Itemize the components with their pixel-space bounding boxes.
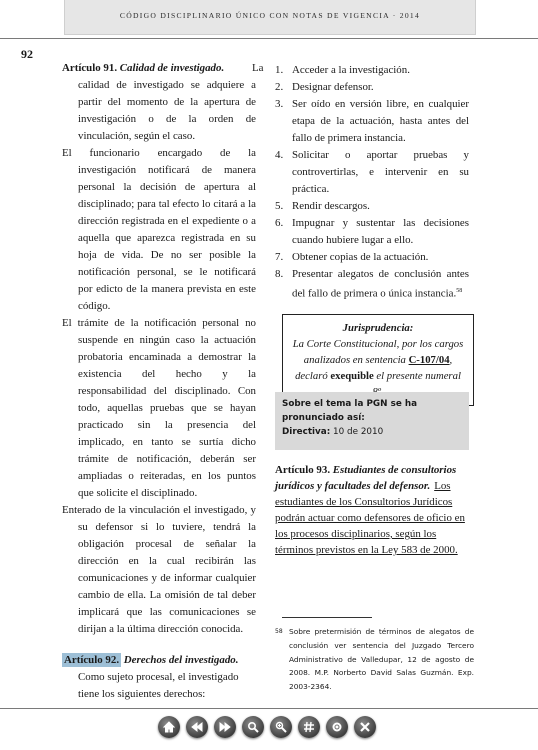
home-icon (163, 721, 175, 733)
list-item: 3. Ser oído en versión libre, en cualquier etapa de la actuación, hasta antes del fallo de primera instancia. (275, 98, 469, 144)
navigation-toolbar (158, 716, 376, 744)
article-92-title: Derechos del investigado. (123, 654, 239, 666)
article-91-label: Artículo 91. (62, 62, 118, 74)
rewind-icon (191, 721, 203, 733)
right-column (275, 62, 469, 303)
go-to-page-button[interactable] (298, 716, 320, 738)
article-93-text[interactable]: Los estudiantes de los Consultorios Jurídicos podrán actuar como defensores de oficio en los procesos disciplinarios, según los términos previstos en la Ley 583 de 2000. (275, 480, 465, 556)
zoom-button[interactable] (270, 716, 292, 738)
list-item: 6. Impugnar y sustentar las decisiones cuando hubiere lugar a ello. (275, 217, 469, 246)
close-button[interactable] (354, 716, 376, 738)
footnote-divider (282, 617, 372, 618)
hash-icon (303, 721, 315, 733)
article-91-paragraph-3: Enterado de la vinculación el investigado, y su defensor si lo tuviere, tendrá la obligación procesal de señalar la dirección en la cual recibirán las comunicaciones y de informar cualquier cambio de ella. La omisión de tal deber implicará que las comunicaciones se dirijan a la última dirección conocida. (62, 504, 256, 635)
list-item: 2. Designar defensor. (275, 81, 374, 93)
list-item: 7. Obtener copias de la actuación. (275, 251, 429, 263)
page-header (64, 0, 476, 35)
list-item: 4. Solicitar o aportar pruebas y controvertirlas, e intervenir en su práctica. (275, 149, 469, 195)
article-91-paragraph-1: El funcionario encargado de la investigación notificará de manera personal la decisión de apertura al disciplinado; para tal efecto lo citará a la dirección registrada en el expediente o a aquella que aparezca registrada en su hoja de vida. De no ser posible la notificación personal, se le notificará por edicto de la manera prevista en este código. (62, 147, 256, 312)
jurisprudence-title: Jurisprudencia: (342, 322, 414, 334)
directive-label: Directiva: (282, 427, 331, 437)
article-93-title: Estudiantes de consultorios jurídicos y facultades del defensor. (275, 464, 457, 492)
previous-page-button[interactable] (186, 716, 208, 738)
sentence-link[interactable]: C-107/04 (408, 354, 450, 366)
list-item: 8. Presentar alegatos de conclusión antes del fallo de primera o única instancia.$^{58}$ (275, 268, 469, 300)
article-93-label: Artículo 93. (275, 464, 331, 476)
article-92 (62, 652, 256, 703)
article-92-text: Como sujeto procesal, el investigado tiene los siguientes derechos: (78, 671, 239, 700)
search-button[interactable] (242, 716, 264, 738)
jurisprudence-text: La Corte Constitucional, por los cargos analizados en sentencia C-107/04, declaró exequible el presente numeral (292, 338, 464, 382)
zoom-icon (275, 721, 287, 733)
footnote-text: Sobre pretermisión de términos de alegatos de conclusión ver sentencia del Juzgado Tercero Administrativo de Valledupar, 12 de agosto de 2008. M.P. Norberto David Salas Guzmán. Exp. 2003-2364. (289, 627, 474, 692)
article-91-paragraph-2: El trámite de la notificación personal no suspende en ningún caso la actuación probatoria encaminada a demostrar la existencia del hecho y la responsabilidad del disciplinado. Con todo, aquellas pruebas que se hayan practicado sin la presencia del implicado, en tanto se surtía dicho trámite de notificación, deberán ser ampliadas o reiteradas, en los puntos que solicite el disciplinado. (62, 317, 256, 499)
rights-list (275, 62, 469, 303)
header-rule (0, 38, 538, 39)
article-91 (62, 60, 264, 145)
footnote (275, 625, 474, 694)
pgn-box: Sobre el tema la PGN se ha pronunciado así: Directiva: 10 de 2010 (275, 392, 469, 450)
article-92-label: Artículo 92. (64, 654, 120, 666)
list-item: 5. Rendir descargos. (275, 200, 370, 212)
article-91-first-text: La calidad de investigado se adquiere a partir del momento de la apertura de investigación o de la orden de vinculación, según el caso. (78, 62, 264, 142)
footnote-marker: 58 (275, 628, 283, 635)
article-91-title: Calidad de investigado. (119, 62, 225, 74)
close-icon (359, 721, 371, 733)
directive-value: 10 de 2010 (333, 427, 384, 437)
article-93 (275, 462, 473, 558)
footnote-reference[interactable]: 58 (456, 288, 463, 294)
home-button[interactable] (158, 716, 180, 738)
footer-rule (0, 708, 538, 709)
gear-icon (331, 721, 343, 733)
next-page-button[interactable] (214, 716, 236, 738)
header-title: CÓDIGO DISCIPLINARIO ÚNICO CON NOTAS DE VIGENCIA · 2014 (119, 11, 421, 20)
left-column (62, 60, 264, 703)
list-item: 1. Acceder a la investigación. (275, 64, 410, 76)
settings-button[interactable] (326, 716, 348, 738)
search-icon (247, 721, 259, 733)
page-number: 92 (21, 47, 33, 61)
fast-forward-icon (219, 721, 231, 733)
